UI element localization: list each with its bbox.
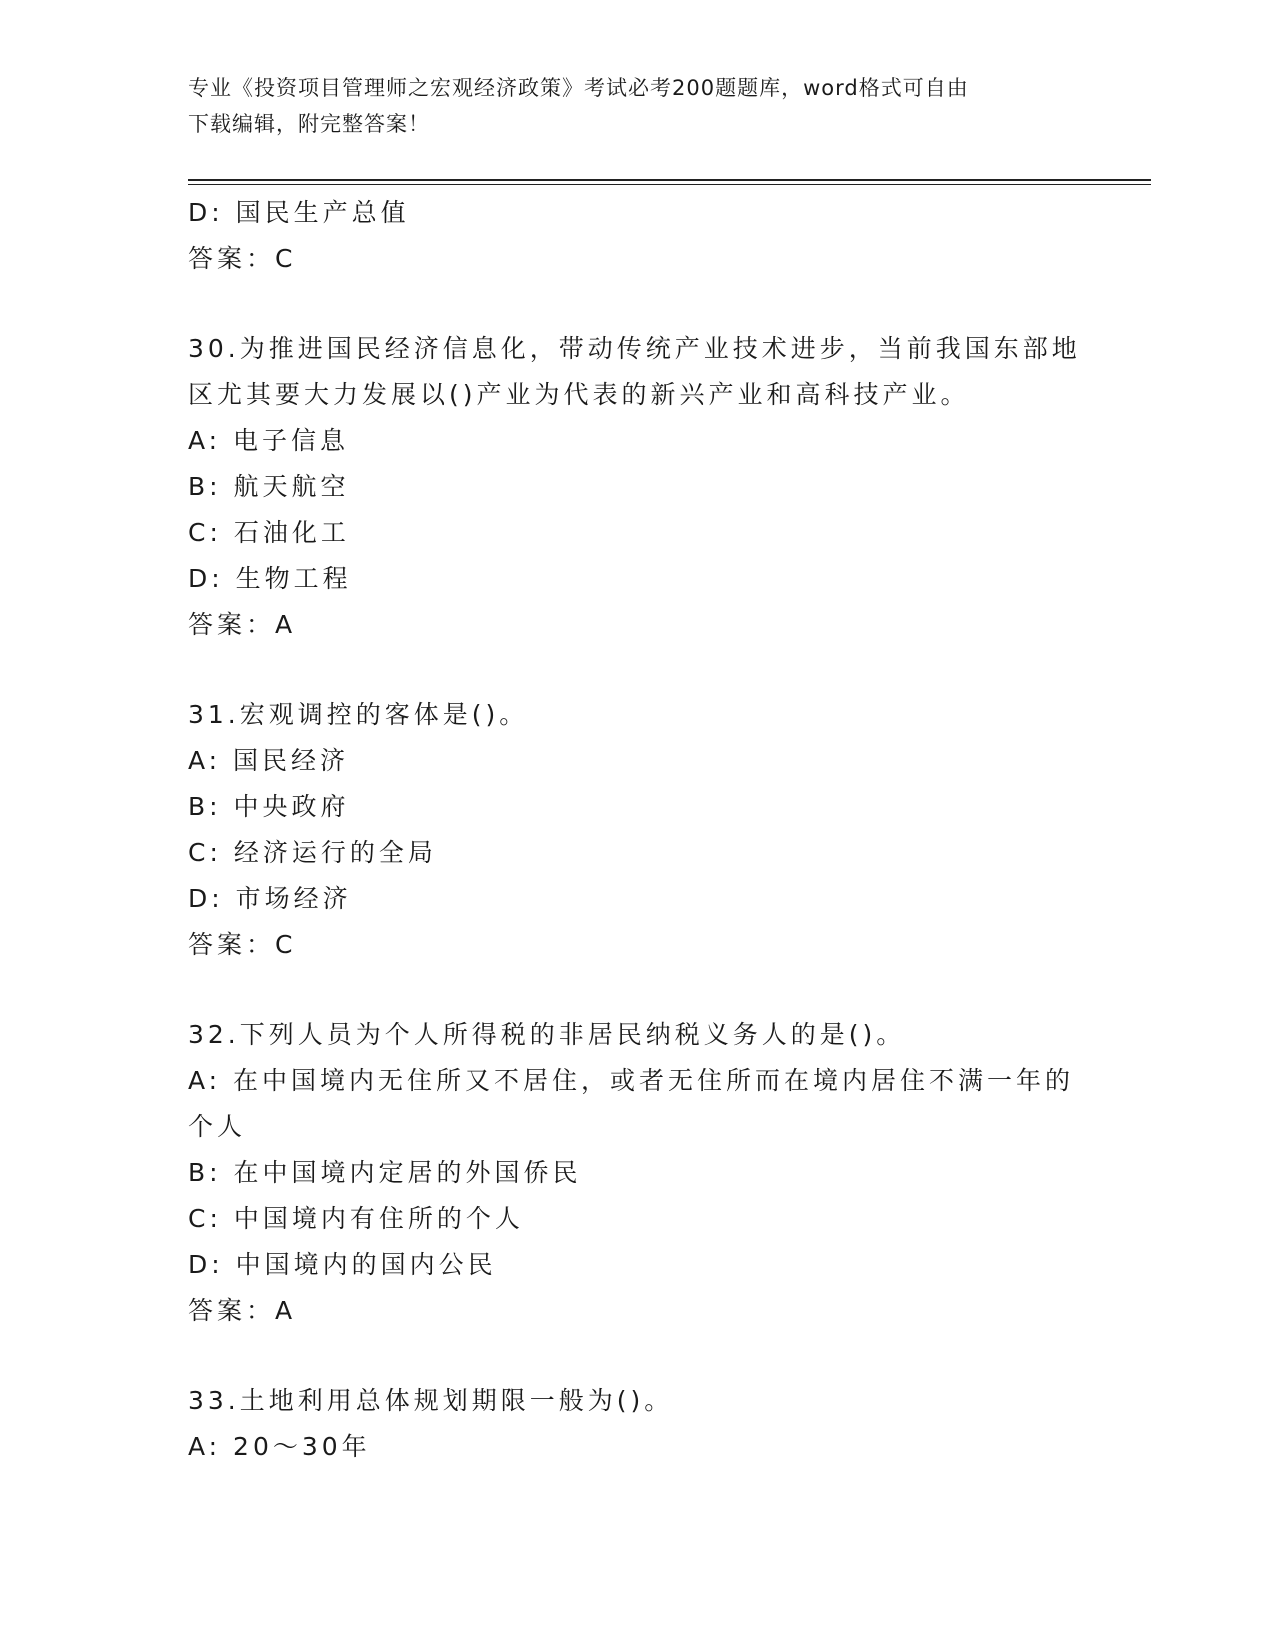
- option-d: D: 市场经济: [188, 884, 352, 913]
- question-stem: 32.下列人员为个人所得税的非居民纳税义务人的是()。: [188, 1020, 906, 1049]
- question-33: [188, 1378, 1088, 1470]
- question-stem: 33.土地利用总体规划期限一般为()。: [188, 1386, 674, 1415]
- question-list: [188, 190, 1088, 1470]
- option-d: D: 中国境内的国内公民: [188, 1250, 497, 1279]
- option-d: D: 生物工程: [188, 564, 352, 593]
- option-a: A: 电子信息: [188, 426, 350, 455]
- header-divider-thick: [188, 179, 1151, 181]
- option-a: A: 国民经济: [188, 746, 350, 775]
- option-b: B: 航天航空: [188, 472, 350, 501]
- header-line-2: 下载编辑，附完整答案！: [188, 112, 430, 136]
- option-c: C: 中国境内有住所的个人: [188, 1204, 524, 1233]
- option-a-continued: 个人: [188, 1112, 247, 1141]
- header-line-1: 专业《投资项目管理师之宏观经济政策》考试必考200题题库，word格式可自由: [188, 76, 969, 100]
- question-30: [188, 326, 1088, 648]
- previous-question-tail: [188, 190, 1088, 282]
- question-stem: 31.宏观调控的客体是()。: [188, 700, 529, 729]
- question-32: [188, 1012, 1088, 1334]
- question-31: [188, 692, 1088, 968]
- option-b: B: 在中国境内定居的外国侨民: [188, 1158, 582, 1187]
- question-stem-continued: 区尤其要大力发展以()产业为代表的新兴产业和高科技产业。: [188, 380, 970, 409]
- option-d: D: 国民生产总值: [188, 198, 410, 227]
- option-b: B: 中央政府: [188, 792, 350, 821]
- answer-line: 答案：A: [188, 1296, 297, 1325]
- document-header: [188, 70, 1088, 142]
- option-a: A: 在中国境内无住所又不居住，或者无住所而在境内居住不满一年的: [188, 1066, 1075, 1095]
- answer-line: 答案：A: [188, 610, 297, 639]
- option-a: A: 20～30年: [188, 1432, 371, 1461]
- option-c: C: 经济运行的全局: [188, 838, 437, 867]
- question-stem: 30.为推进国民经济信息化，带动传统产业技术进步，当前我国东部地: [188, 334, 1081, 363]
- answer-line: 答案：C: [188, 930, 297, 959]
- option-c: C: 石油化工: [188, 518, 350, 547]
- answer-line: 答案：C: [188, 244, 297, 273]
- header-divider-thin: [188, 184, 1151, 185]
